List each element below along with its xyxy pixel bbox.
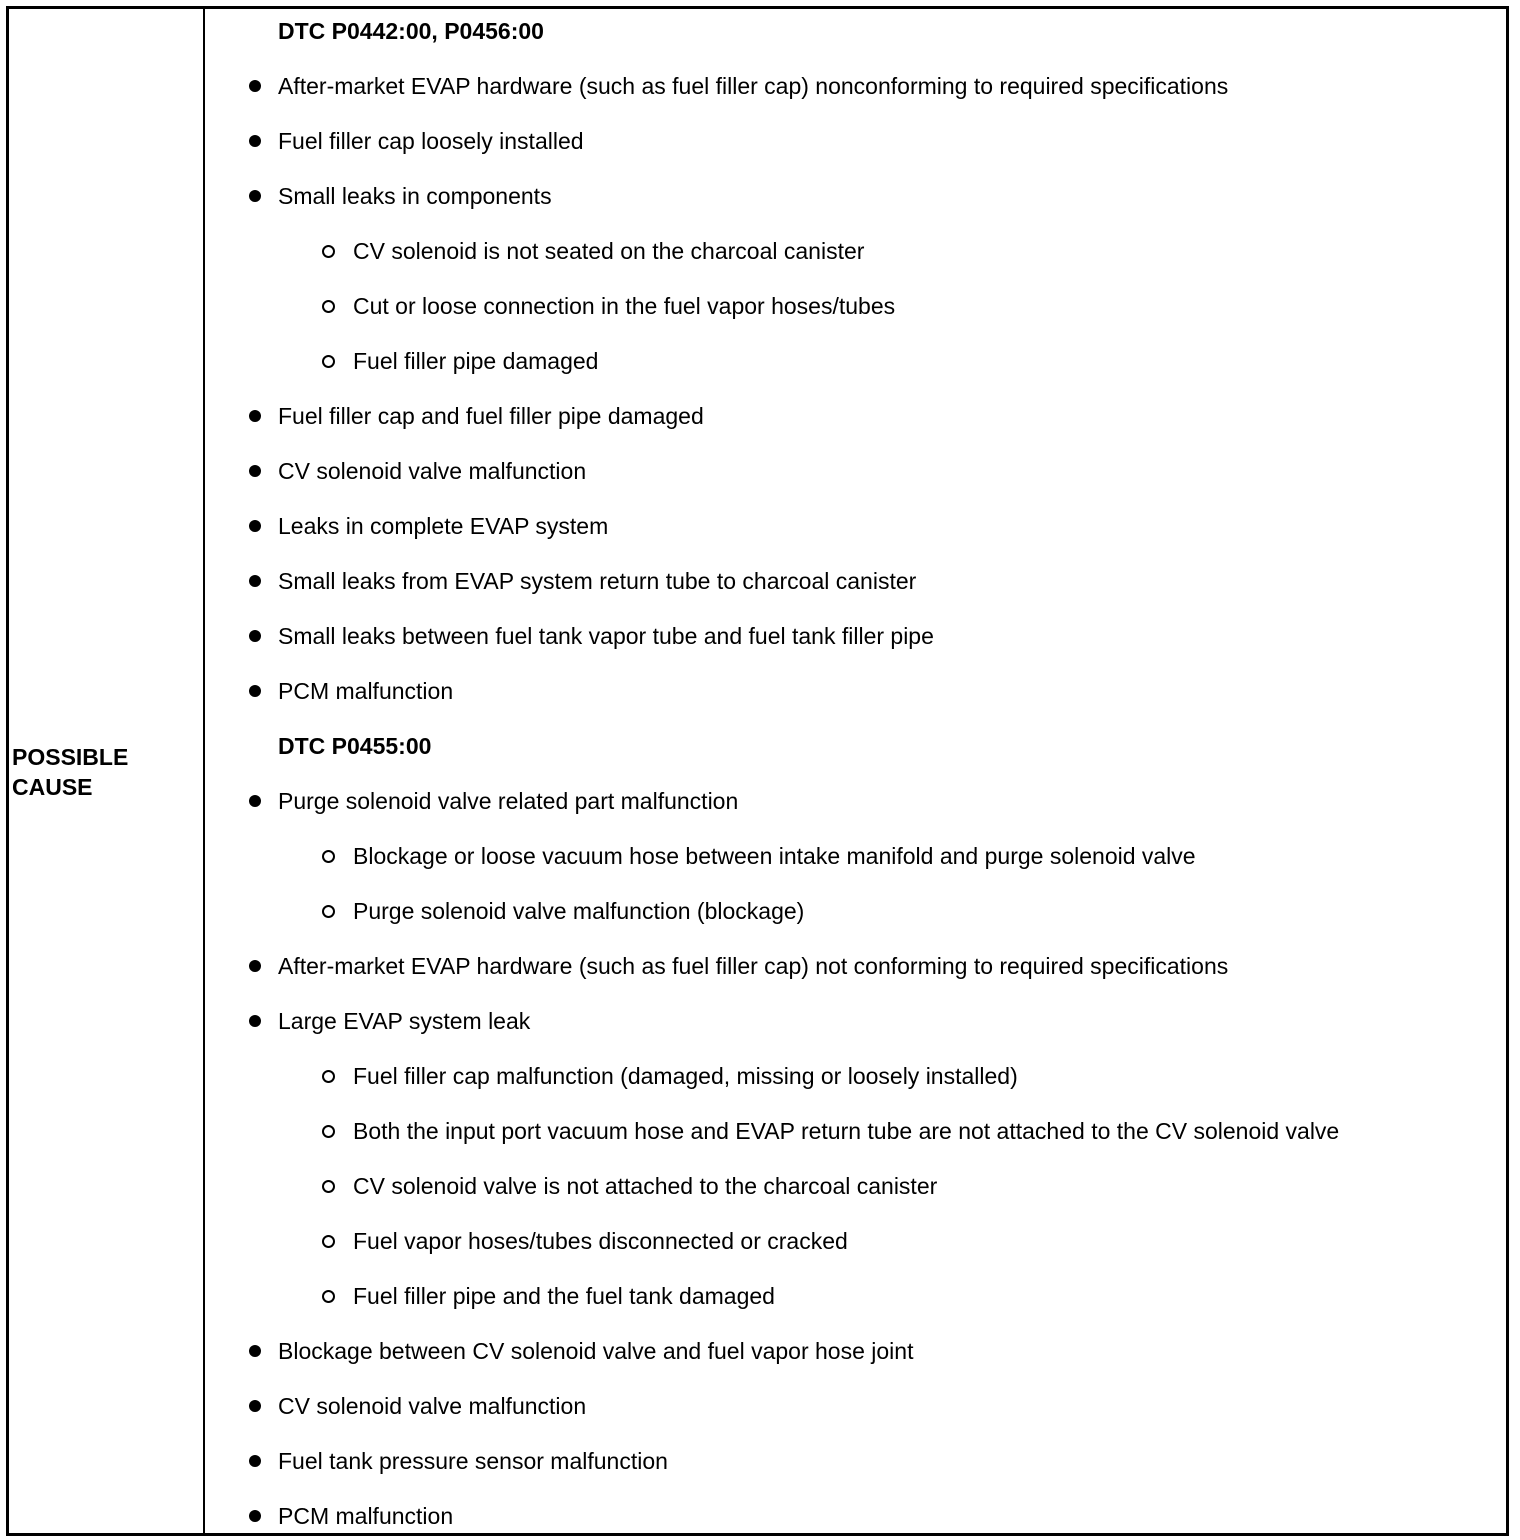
filled-bullet-icon (249, 520, 261, 532)
filled-bullet-icon (249, 135, 261, 147)
filled-bullet-icon (249, 1345, 261, 1357)
filled-bullet-icon (249, 1455, 261, 1467)
item-text: CV solenoid valve is not attached to the charcoal canister (353, 1173, 938, 1199)
item-text: Cut or loose connection in the fuel vapor hoses/tubes (353, 293, 896, 319)
filled-bullet-icon (249, 1015, 261, 1027)
hollow-bullet-icon (322, 355, 335, 368)
item-text: Small leaks in components (278, 183, 552, 209)
item-text: PCM malfunction (278, 1503, 454, 1529)
filled-bullet-icon (249, 80, 261, 92)
item-text: Fuel tank pressure sensor malfunction (278, 1448, 668, 1474)
item-text: Fuel filler cap malfunction (damaged, missing or loosely installed) (353, 1063, 1018, 1089)
item-text: Large EVAP system leak (278, 1008, 531, 1034)
filled-bullet-icon (249, 465, 261, 477)
hollow-bullet-icon (322, 1125, 335, 1138)
hollow-bullet-icon (322, 300, 335, 313)
filled-bullet-icon (249, 795, 261, 807)
item-text: Leaks in complete EVAP system (278, 513, 609, 539)
hollow-bullet-icon (322, 245, 335, 258)
item-text: After-market EVAP hardware (such as fuel filler cap) nonconforming to required specifications (278, 73, 1229, 99)
filled-bullet-icon (249, 1510, 261, 1522)
filled-bullet-icon (249, 960, 261, 972)
hollow-bullet-icon (322, 1235, 335, 1248)
filled-bullet-icon (249, 630, 261, 642)
item-text: Blockage or loose vacuum hose between intake manifold and purge solenoid valve (353, 843, 1196, 869)
hollow-bullet-icon (322, 905, 335, 918)
item-text: Purge solenoid valve related part malfunction (278, 788, 739, 814)
filled-bullet-icon (249, 190, 261, 202)
filled-bullet-icon (249, 1400, 261, 1412)
hollow-bullet-icon (322, 1070, 335, 1083)
item-text: Small leaks from EVAP system return tube to charcoal canister (278, 568, 917, 594)
item-text: Fuel filler pipe and the fuel tank damaged (353, 1283, 775, 1309)
item-text: CV solenoid valve malfunction (278, 458, 587, 484)
item-text: Fuel filler cap loosely installed (278, 128, 584, 154)
filled-bullet-icon (249, 410, 261, 422)
item-text: Fuel filler cap and fuel filler pipe damaged (278, 403, 704, 429)
cause-list (9, 9, 1506, 1533)
hollow-bullet-icon (322, 850, 335, 863)
item-text: Purge solenoid valve malfunction (blockage) (353, 898, 805, 924)
item-text: Small leaks between fuel tank vapor tube and fuel tank filler pipe (278, 623, 934, 649)
item-text: DTC P0442:00, P0456:00 (278, 18, 544, 44)
item-text: Both the input port vacuum hose and EVAP return tube are not attached to the CV solenoid valve (353, 1118, 1340, 1144)
filled-bullet-icon (249, 575, 261, 587)
item-text: CV solenoid is not seated on the charcoal canister (353, 238, 865, 264)
hollow-bullet-icon (322, 1290, 335, 1303)
item-text: After-market EVAP hardware (such as fuel filler cap) not conforming to required specifications (278, 953, 1229, 979)
possible-cause-table (6, 6, 1509, 1536)
hollow-bullet-icon (322, 1180, 335, 1193)
row-label-line-2: CAUSE (12, 774, 93, 800)
item-text: PCM malfunction (278, 678, 454, 704)
item-text: DTC P0455:00 (278, 733, 432, 759)
item-text: Fuel filler pipe damaged (353, 348, 599, 374)
item-text: Fuel vapor hoses/tubes disconnected or cracked (353, 1228, 848, 1254)
row-label-line-1: POSSIBLE (12, 744, 129, 770)
item-text: Blockage between CV solenoid valve and fuel vapor hose joint (278, 1338, 914, 1364)
filled-bullet-icon (249, 685, 261, 697)
item-text: CV solenoid valve malfunction (278, 1393, 587, 1419)
